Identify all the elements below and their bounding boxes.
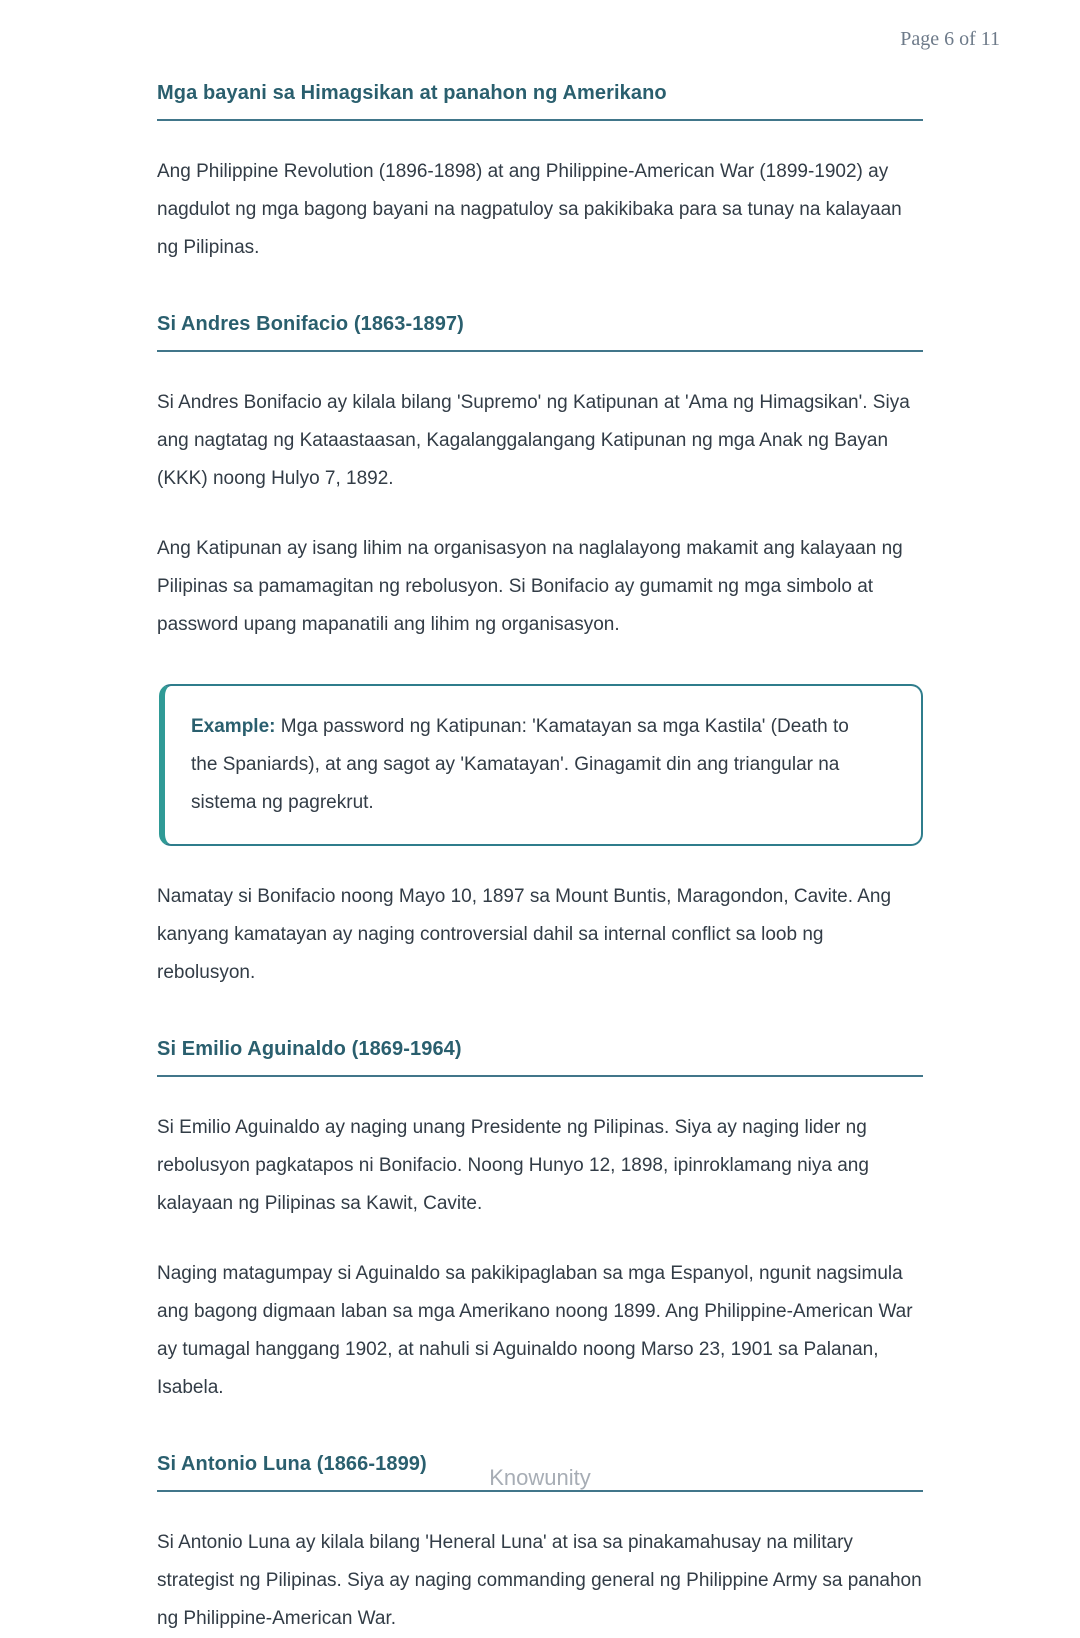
page-indicator: Page 6 of 11 [900,28,1000,50]
section-bonifacio-paragraph-3: Namatay si Bonifacio noong Mayo 10, 1897 sa Mount Buntis, Maragondon, Cavite. Ang kanyang kamatayan ay naging controversial dahil sa internal conflict sa loob ng rebolusyon. [157,886,892,983]
section-aguinaldo-paragraph-2: Naging matagumpay si Aguinaldo sa pakikipaglaban sa mga Espanyol, ngunit nagsimula ang bagong digmaan laban sa mga Amerikano noong 1899. Ang Philippine-American War ay tumagal hanggang 1902, at nahuli si Aguinaldo noong Marso 23, 1901 sa Palanan, Isabela. [157,1263,913,1398]
section-intro-rule [157,119,923,121]
section-bonifacio [157,311,923,992]
section-bonifacio-title: Si Andres Bonifacio (1863-1897) [157,313,464,335]
section-intro [157,80,923,267]
section-luna-title: Si Antonio Luna (1866-1899) [157,1453,427,1475]
example-label: Example: [191,716,276,737]
document-content [157,80,923,1638]
section-bonifacio-rule [157,350,923,352]
section-intro-paragraph-1: Ang Philippine Revolution (1896-1898) at ang Philippine-American War (1899-1902) ay nagdulot ng mga bagong bayani na nagpatuloy sa pakikibaka para sa tunay na kalayaan ng Pilipinas. [157,161,902,258]
section-aguinaldo-rule [157,1075,923,1077]
example-callout-text [191,708,875,822]
section-bonifacio-paragraph-2: Ang Katipunan ay isang lihim na organisasyon na naglalayong makamit ang kalayaan ng Pilipinas sa pamamagitan ng rebolusyon. Si Bonifacio ay gumamit ng mga simbolo at password upang mapanatili ang lihim ng organisasyon. [157,538,903,635]
section-aguinaldo-paragraph-1: Si Emilio Aguinaldo ay naging unang Presidente ng Pilipinas. Siya ay naging lider ng rebolusyon pagkatapos ni Bonifacio. Noong Hunyo 12, 1898, ipinroklamang niya ang kalayaan ng Pilipinas sa Kawit, Cavite. [157,1117,869,1214]
section-aguinaldo [157,1036,923,1407]
footer-brand: Knowunity [489,1465,591,1490]
section-luna-paragraph-1: Si Antonio Luna ay kilala bilang 'Heneral Luna' at isa sa pinakamahusay na military strategist ng Pilipinas. Siya ay naging commanding general ng Philippine Army sa panahon ng Philippine-American War. [157,1532,922,1629]
section-aguinaldo-title: Si Emilio Aguinaldo (1869-1964) [157,1038,462,1060]
section-bonifacio-paragraph-1: Si Andres Bonifacio ay kilala bilang 'Supremo' ng Katipunan at 'Ama ng Himagsikan'. Siya ang nagtatag ng Kataastaasan, Kagalanggalangang Katipunan ng mga Anak ng Bayan (KKK) noong Hulyo 7, 1892. [157,392,910,489]
section-intro-title: Mga bayani sa Himagsikan at panahon ng Amerikano [157,82,667,104]
example-body-text: Mga password ng Katipunan: 'Kamatayan sa mga Kastila' (Death to the Spaniards), at ang sagot ay 'Kamatayan'. Ginagamit din ang triangular na sistema ng pagrekrut. [191,716,849,813]
example-callout-box [159,684,923,846]
